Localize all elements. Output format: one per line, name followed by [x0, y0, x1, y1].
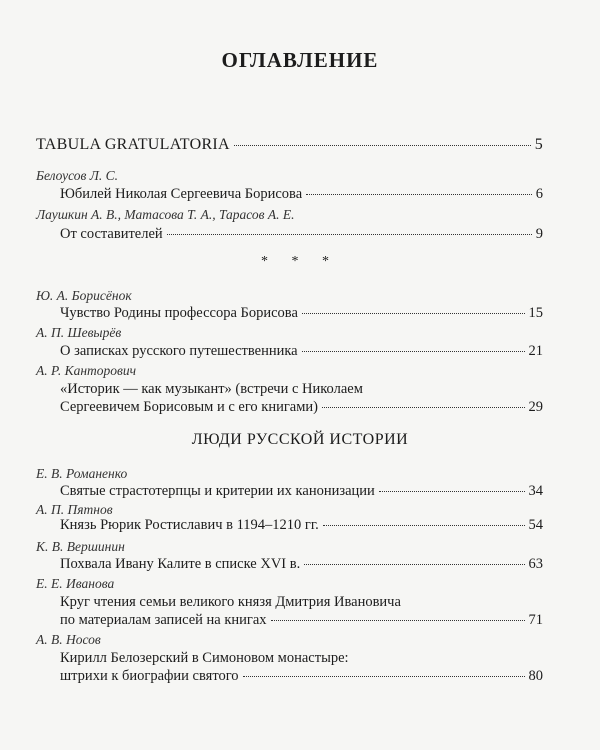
page-number: 5 [534, 136, 543, 153]
separator: * * * [261, 254, 339, 269]
page-title: ОГЛАВЛЕНИЕ [221, 48, 379, 72]
page-number: 54 [528, 517, 543, 533]
entry-title-line2: Сергеевичем Борисовым и с его книгами) [60, 399, 319, 415]
entry-author: К. В. Вершинин [36, 539, 125, 554]
entry-author: Ю. А. Борисёнок [36, 288, 132, 303]
dot-leader [243, 676, 525, 677]
page-number: 21 [528, 343, 543, 359]
page-number: 15 [528, 305, 543, 321]
dot-leader [379, 491, 525, 492]
toc-entry [60, 517, 543, 534]
section-title: ЛЮДИ РУССКОЙ ИСТОРИИ [191, 431, 409, 448]
entry-author: А. П. Шевырёв [36, 325, 122, 340]
dot-leader [304, 564, 524, 565]
entry-title-line2: штрихи к биографии святого [60, 668, 239, 684]
entry-title: Юбилей Николая Сергеевича Борисова [60, 186, 303, 202]
page-number: 6 [535, 186, 543, 202]
entry-title: Чувство Родины профессора Борисова [60, 305, 298, 321]
toc-entry [60, 612, 543, 629]
toc-entry [60, 343, 543, 360]
toc-entry [60, 556, 543, 573]
entry-author: А. Р. Канторович [36, 363, 137, 378]
dot-leader [234, 145, 531, 146]
entry-author: А. П. Пятнов [36, 502, 113, 517]
page-number: 9 [535, 226, 543, 242]
dot-leader [322, 407, 524, 408]
toc-entry [60, 399, 543, 416]
entry-title-line1: Кирилл Белозерский в Симоновом монастыре: [60, 650, 349, 666]
page-number: 29 [528, 399, 543, 415]
dot-leader [323, 525, 525, 526]
entry-author: Е. Е. Иванова [36, 576, 115, 591]
entry-title: Похвала Ивану Калите в списке XVI в. [60, 556, 301, 572]
entry-title: От составителей [60, 226, 163, 242]
dot-leader [302, 351, 525, 352]
entry-author: А. В. Носов [36, 632, 101, 647]
entry-author: Е. В. Романенко [36, 466, 128, 481]
page-number: 63 [528, 556, 543, 572]
entry-title: TABULA GRATULATORIA [36, 136, 230, 153]
toc-entry [60, 483, 543, 500]
page-number: 80 [528, 668, 543, 684]
entry-title-line1: «Историк — как музыкант» (встречи с Николаем [60, 381, 363, 397]
toc-entry [60, 186, 543, 203]
entry-title-line1: Круг чтения семьи великого князя Дмитрия Ивановича [60, 594, 401, 610]
entry-author: Белоусов Л. С. [36, 168, 119, 183]
entry-title: Князь Рюрик Ростиславич в 1194–1210 гг. [60, 517, 319, 533]
entry-title: О записках русского путешественника [60, 343, 298, 359]
dot-leader [306, 194, 532, 195]
entry-title-line2: по материалам записей на книгах [60, 612, 267, 628]
entry-author: Лаушкин А. В., Матасова Т. А., Тарасов А. Е. [36, 207, 295, 222]
dot-leader [271, 620, 525, 621]
dot-leader [167, 234, 532, 235]
dot-leader [302, 313, 525, 314]
entry-title: Святые страстотерпцы и критерии их канонизации [60, 483, 375, 499]
page-number: 71 [528, 612, 543, 628]
toc-entry [60, 226, 543, 243]
toc-entry [60, 668, 543, 685]
toc-entry [60, 305, 543, 322]
toc-entry-tabula [36, 136, 543, 154]
page-number: 34 [528, 483, 543, 499]
